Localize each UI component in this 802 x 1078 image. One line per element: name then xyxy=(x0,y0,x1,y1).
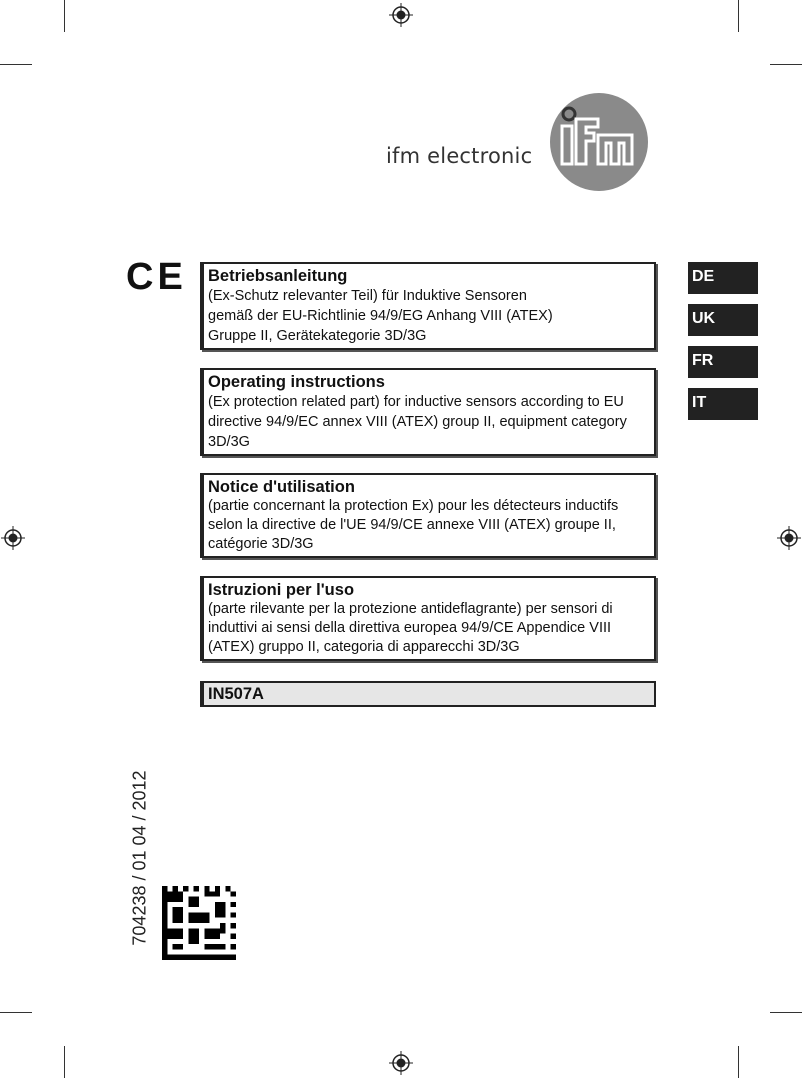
section-line: (Ex protection related part) for inductive sensors according to EU xyxy=(208,394,624,410)
data-matrix-code-icon xyxy=(162,886,236,960)
registration-mark-icon xyxy=(1,526,25,550)
registration-mark-icon xyxy=(389,1051,413,1075)
section-line: (parte rilevante per la protezione antideflagrante) per sensori di xyxy=(208,601,613,617)
language-tab-uk[interactable]: UK xyxy=(688,304,758,336)
section-it xyxy=(200,576,656,661)
section-fr xyxy=(200,473,656,558)
section-title: Betriebsanleitung xyxy=(208,267,348,285)
crop-mark xyxy=(64,1046,65,1078)
document-number: 704238 / 01 04 / 2012 xyxy=(129,770,150,946)
crop-mark xyxy=(64,0,65,32)
section-title: Notice d'utilisation xyxy=(208,478,355,496)
registration-mark-icon xyxy=(777,526,801,550)
model-number: IN507A xyxy=(200,681,656,707)
section-line: 3D/3G xyxy=(208,434,250,450)
crop-mark xyxy=(0,1012,32,1013)
crop-mark xyxy=(770,64,802,65)
section-de xyxy=(200,262,656,350)
language-tab-de[interactable]: DE xyxy=(688,262,758,294)
section-line: gemäß der EU-Richtlinie 94/9/EG Anhang VIII (ATEX) xyxy=(208,308,553,324)
ifm-logo xyxy=(550,93,648,191)
ce-mark: CE xyxy=(126,256,187,298)
registration-mark-icon xyxy=(389,3,413,27)
ifm-logo-icon xyxy=(550,93,648,191)
section-line: (ATEX) gruppo II, categoria di apparecchi 3D/3G xyxy=(208,639,520,655)
language-tab-fr[interactable]: FR xyxy=(688,346,758,378)
section-line: catégorie 3D/3G xyxy=(208,536,314,552)
section-uk xyxy=(200,368,656,456)
section-line: selon la directive de l'UE 94/9/CE annexe VIII (ATEX) groupe II, xyxy=(208,517,616,533)
crop-mark xyxy=(0,64,32,65)
section-line: (Ex-Schutz relevanter Teil) für Induktive Sensoren xyxy=(208,288,527,304)
section-title: Operating instructions xyxy=(208,373,385,391)
language-tab-it[interactable]: IT xyxy=(688,388,758,420)
section-line: (partie concernant la protection Ex) pour les détecteurs inductifs xyxy=(208,498,619,514)
crop-mark xyxy=(738,0,739,32)
brand-name: ifm electronic xyxy=(386,144,533,168)
section-line: directive 94/9/EC annex VIII (ATEX) group II, equipment category xyxy=(208,414,627,430)
crop-mark xyxy=(770,1012,802,1013)
section-line: Gruppe II, Gerätekategorie 3D/3G xyxy=(208,328,427,344)
section-line: induttivi ai sensi della direttiva europea 94/9/CE Appendice VIII xyxy=(208,620,612,636)
crop-mark xyxy=(738,1046,739,1078)
section-title: Istruzioni per l'uso xyxy=(208,581,355,599)
